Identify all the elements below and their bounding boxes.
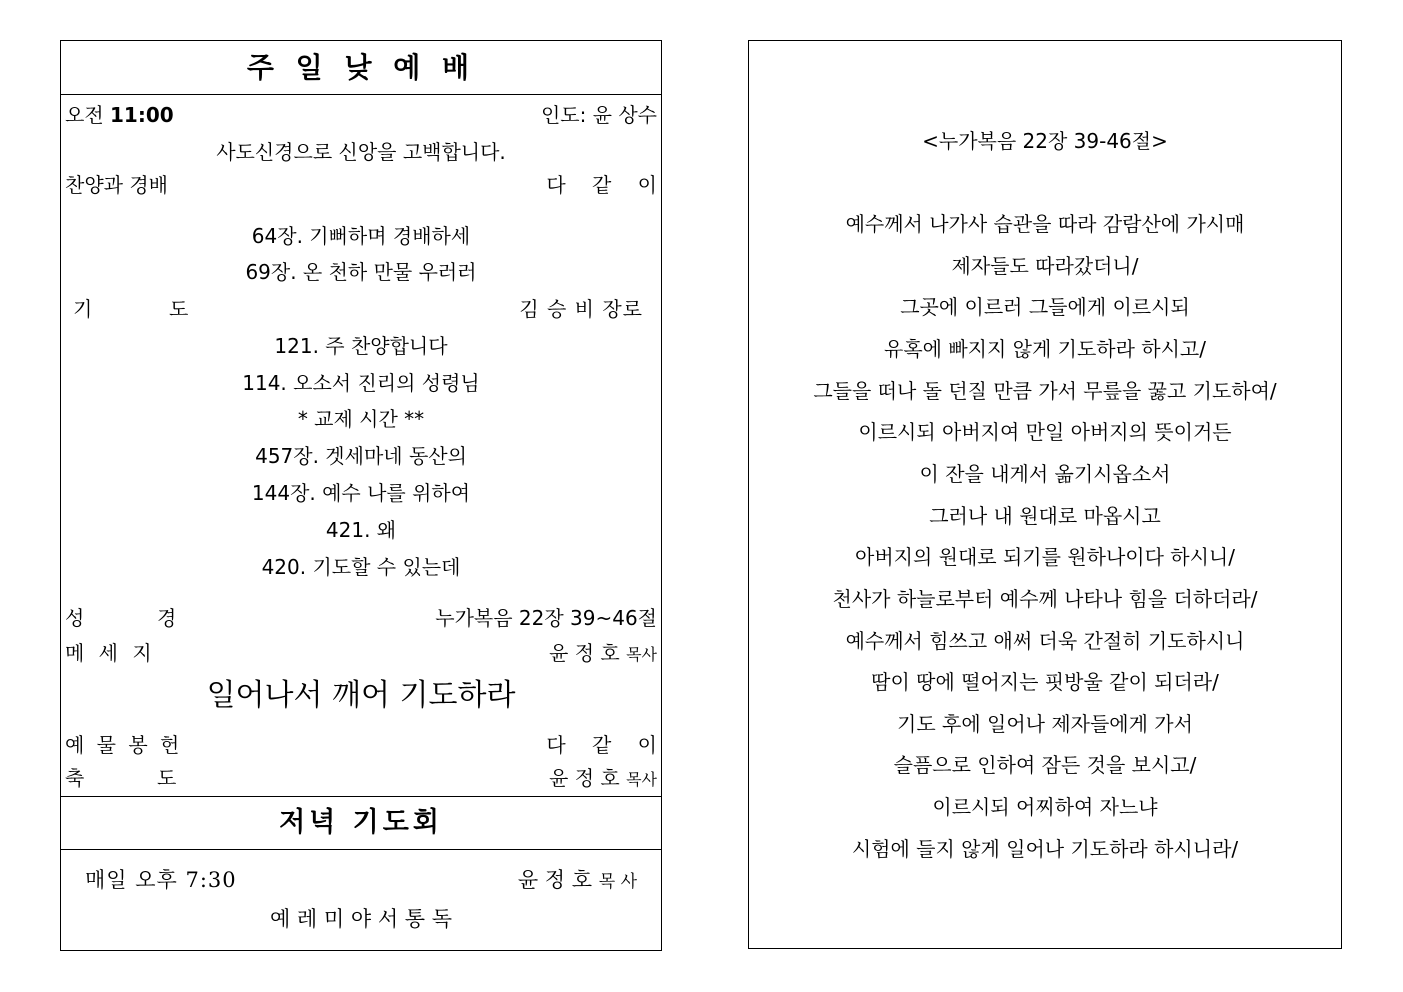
- blessing-minister: [549, 768, 657, 788]
- scripture-line: 유혹에 빠지지 않게 기도하라 하시고/: [884, 337, 1206, 361]
- evening-leader-name: 윤 정 호: [517, 868, 593, 892]
- creed-line: 사도신경으로 신앙을 고백합니다.: [216, 140, 506, 164]
- blessing-label-a: 축: [65, 766, 85, 790]
- hymn-line: 121. 주 찬양합니다: [274, 334, 448, 358]
- scripture-line: 예수께서 힘쓰고 애써 더욱 간절히 기도하시니: [845, 629, 1245, 653]
- blessing-label-b: 도: [157, 766, 177, 790]
- evening-leader: [518, 870, 637, 891]
- scripture-line: 이 잔을 내게서 옮기시옵소서: [919, 462, 1171, 486]
- evening-service-title: 저녁 기도회: [279, 807, 443, 838]
- service-leader: 인도: 윤 상수: [540, 103, 657, 127]
- message-label: 메 세 지: [65, 641, 156, 665]
- scripture-text-panel: [748, 40, 1342, 949]
- scripture-line: 아버지의 원대로 되기를 원하나이다 하시니/: [855, 545, 1235, 569]
- order-of-worship-panel: [60, 40, 662, 951]
- scripture-line: 그곳에 이르러 그들에게 이르시되: [900, 295, 1190, 319]
- offering-who: 다 같 이: [546, 733, 657, 757]
- evening-time: 매일 오후 7:30: [85, 868, 237, 892]
- scripture-line: 천사가 하늘로부터 예수께 나타나 힘을 더하더라/: [832, 587, 1258, 611]
- hymn-line: 457장. 겟세마네 동산의: [255, 444, 467, 468]
- hymn-line: 64장. 기뻐하며 경배하세: [251, 224, 471, 248]
- message-preacher-name: 윤 정 호: [549, 641, 620, 665]
- scripture-line: 땀이 땅에 떨어지는 핏방울 같이 되더라/: [871, 670, 1219, 694]
- scripture-line: 그러나 내 원대로 마옵시고: [929, 504, 1161, 528]
- offering-label: 예 물 봉 헌: [65, 733, 183, 757]
- morning-service-title: 주 일 낮 예 배: [246, 51, 476, 84]
- scripture-line: 이르시되 어찌하여 자느냐: [932, 795, 1158, 819]
- sermon-title: 일어나서 깨어 기도하라: [206, 678, 516, 713]
- scripture-line: 예수께서 나가사 습관을 따라 감람산에 가시매: [845, 212, 1245, 236]
- scripture-heading: <누가복음 22장 39-46절>: [922, 129, 1168, 153]
- praise-who: 다 같 이: [546, 173, 657, 197]
- hymn-line: 114. 오소서 진리의 성령님: [242, 371, 480, 395]
- scripture-reference: 누가복음 22장 39~46절: [435, 606, 657, 630]
- hymn-line: 144장. 예수 나를 위하여: [251, 481, 471, 505]
- divider: [61, 94, 661, 95]
- scripture-line: 기도 후에 일어나 제자들에게 가서: [897, 712, 1193, 736]
- hymn-line: 420. 기도할 수 있는데: [261, 555, 461, 579]
- blessing-minister-name: 윤 정 호: [549, 766, 620, 790]
- evening-reading: 예 레 미 야 서 통 독: [269, 907, 453, 931]
- prayer-label-b: 도: [169, 297, 189, 321]
- hymn-line: 421. 왜: [325, 518, 397, 542]
- scripture-label-b: 경: [157, 606, 177, 630]
- hymn-line: 69장. 온 천하 만물 우러러: [245, 260, 477, 284]
- evening-leader-title: 목 사: [598, 872, 637, 892]
- service-time: [65, 105, 174, 125]
- fellowship-line: * 교제 시간 **: [297, 407, 425, 431]
- message-preacher-title: 목사: [626, 645, 657, 664]
- divider: [61, 849, 661, 850]
- scripture-label-a: 성: [65, 606, 85, 630]
- scripture-line: 슬픔으로 인하여 잠든 것을 보시고/: [893, 753, 1197, 777]
- scripture-line: 이르시되 아버지여 만일 아버지의 뜻이거든: [858, 420, 1232, 444]
- scripture-line: 제자들도 따라갔더니/: [951, 254, 1139, 278]
- scripture-line: 그들을 떠나 돌 던질 만큼 가서 무릎을 꿇고 기도하여/: [813, 379, 1277, 403]
- blessing-minister-title: 목사: [626, 770, 657, 789]
- service-time-value: 11:00: [110, 103, 174, 127]
- praise-label: 찬양과 경배: [65, 173, 168, 197]
- service-time-label: 오전: [65, 103, 104, 127]
- prayer-label-a: 기: [73, 297, 93, 321]
- message-preacher: [549, 643, 657, 663]
- prayer-who: 김 승 비 장로: [519, 297, 643, 321]
- scripture-line: 시험에 들지 않게 일어나 기도하라 하시니라/: [851, 837, 1239, 861]
- divider: [61, 796, 661, 797]
